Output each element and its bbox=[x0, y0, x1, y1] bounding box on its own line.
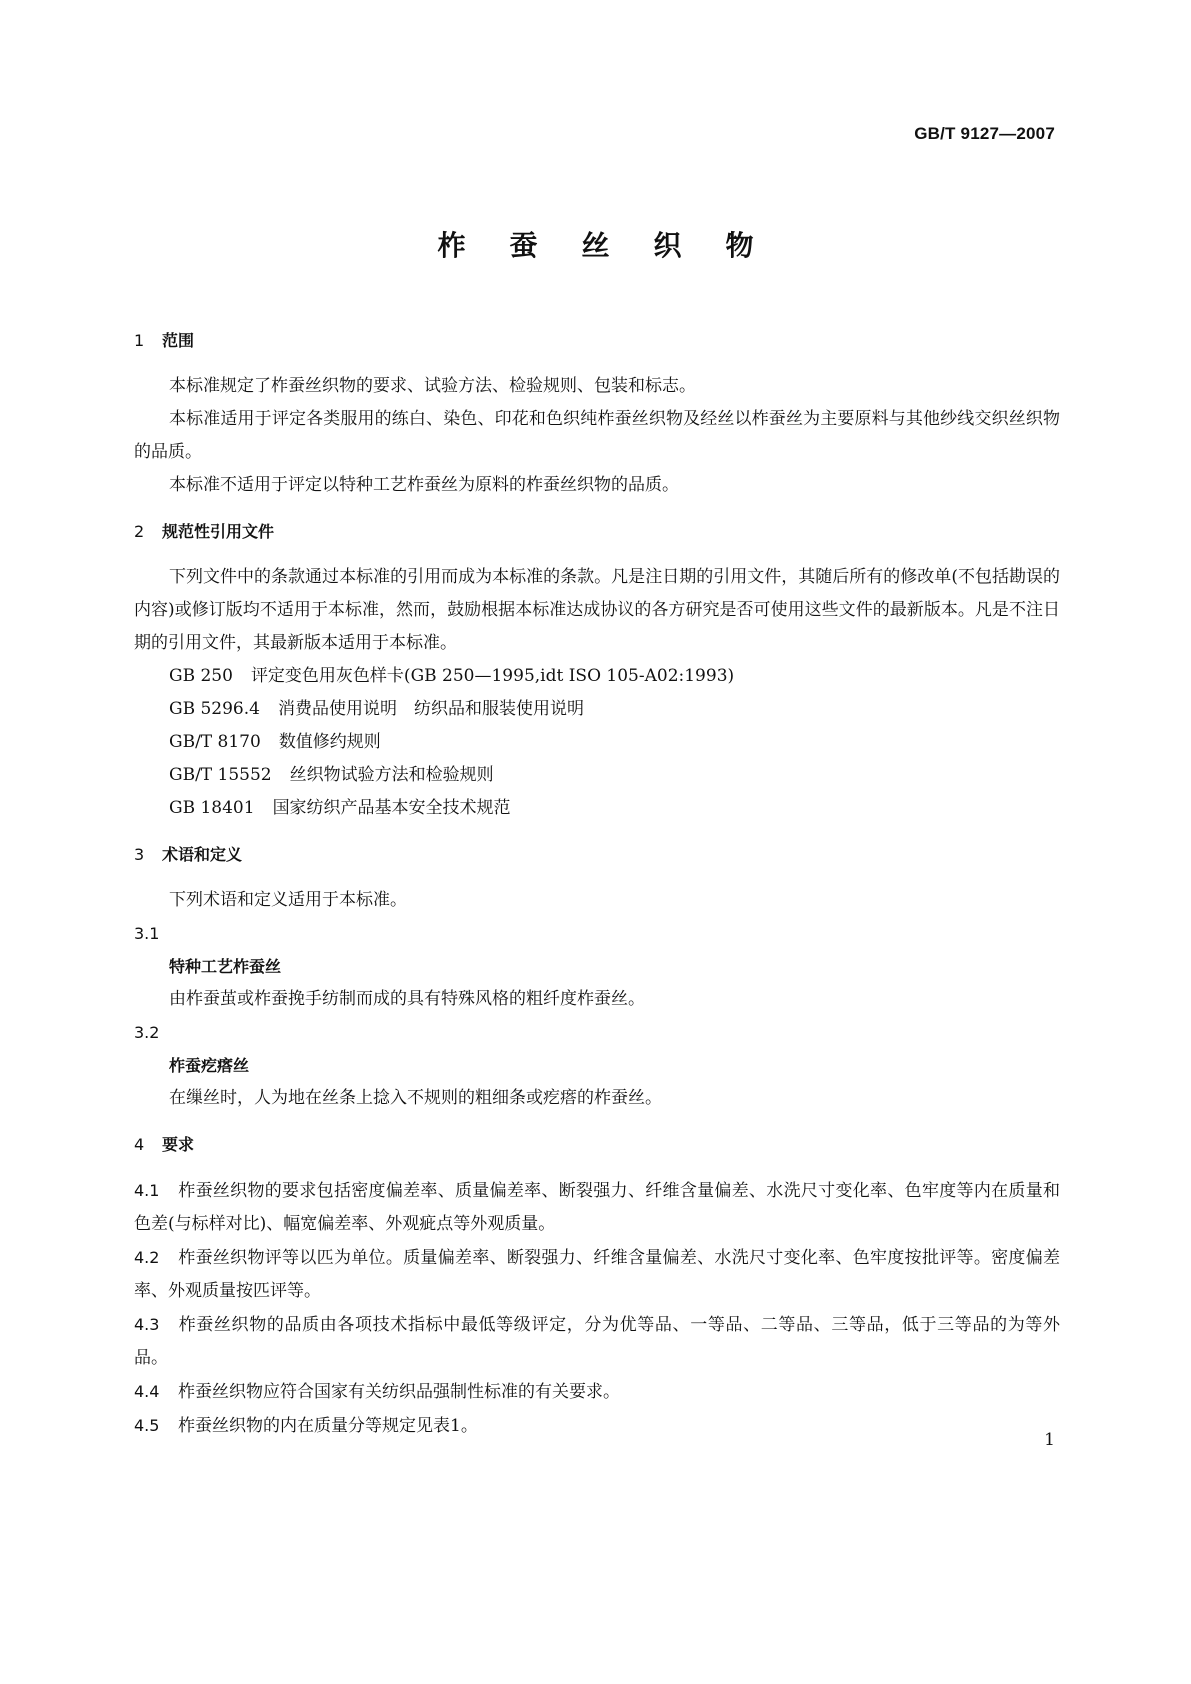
clause bbox=[134, 1174, 1060, 1241]
document-body bbox=[134, 324, 1060, 1443]
section-title: 要求 bbox=[162, 1135, 195, 1154]
section-title: 术语和定义 bbox=[162, 845, 243, 864]
reference-item bbox=[134, 693, 1060, 726]
clause-number: 4.1 bbox=[134, 1181, 160, 1200]
section-number: 1 bbox=[134, 331, 145, 350]
section-number: 2 bbox=[134, 522, 145, 541]
standard-code: GB/T 9127—2007 bbox=[914, 124, 1055, 143]
section-title: 范围 bbox=[162, 331, 195, 350]
reference-code: GB/T 15552 bbox=[169, 765, 272, 785]
reference-item bbox=[134, 660, 1060, 693]
document-title: 柞蚕丝织物 bbox=[437, 229, 798, 262]
clause bbox=[134, 1375, 1060, 1409]
clause-text: 柞蚕丝织物的品质由各项技术指标中最低等级评定，分为优等品、一等品、二等品、三等品，低于三等品的为等外品。 bbox=[134, 1315, 1060, 1368]
paragraph: 本标准不适用于评定以特种工艺柞蚕丝为原料的柞蚕丝织物的品质。 bbox=[169, 475, 679, 495]
paragraph: 下列术语和定义适用于本标准。 bbox=[169, 890, 407, 910]
term-definition: 由柞蚕茧或柞蚕挽手纺制而成的具有特殊风格的粗纤度柞蚕丝。 bbox=[169, 989, 645, 1009]
clause-text: 柞蚕丝织物的内在质量分等规定见表1。 bbox=[178, 1416, 478, 1436]
paragraph: 本标准规定了柞蚕丝织物的要求、试验方法、检验规则、包装和标志。 bbox=[169, 376, 696, 396]
section-heading-scope bbox=[134, 324, 1060, 357]
section-number: 4 bbox=[134, 1135, 145, 1154]
reference-title: 消费品使用说明 纺织品和服装使用说明 bbox=[277, 699, 584, 719]
term-name: 特种工艺柞蚕丝 bbox=[169, 957, 282, 976]
term-definition: 在缫丝时，人为地在丝条上捻入不规则的粗细条或疙瘩的柞蚕丝。 bbox=[169, 1088, 662, 1108]
reference-title: 数值修约规则 bbox=[278, 732, 381, 752]
clause bbox=[134, 1409, 1060, 1443]
section-heading-terms bbox=[134, 838, 1060, 871]
term-name: 柞蚕疙瘩丝 bbox=[169, 1056, 250, 1075]
paragraph: 下列文件中的条款通过本标准的引用而成为本标准的条款。凡是注日期的引用文件，其随后所有的修改单(不包括勘误的内容)或修订版均不适用于本标准，然而，鼓励根据本标准达成协议的各方研究是否可使用这些文件的最新版本。凡是不注日期的引用文件，其最新版本适用于本标准。 bbox=[134, 567, 1060, 653]
clause-number: 4.3 bbox=[134, 1315, 160, 1334]
reference-item bbox=[134, 759, 1060, 792]
reference-code: GB 5296.4 bbox=[169, 699, 260, 719]
reference-code: GB 18401 bbox=[169, 798, 255, 818]
reference-list bbox=[134, 660, 1060, 825]
paragraph: 本标准适用于评定各类服用的练白、染色、印花和色织纯柞蚕丝织物及经丝以柞蚕丝为主要原料与其他纱线交织丝织物的品质。 bbox=[134, 409, 1060, 462]
reference-title: 国家纺织产品基本安全技术规范 bbox=[272, 798, 511, 818]
clause bbox=[134, 1308, 1060, 1375]
clause-text: 柞蚕丝织物的要求包括密度偏差率、质量偏差率、断裂强力、纤维含量偏差、水洗尺寸变化率、色牢度等内在质量和色差(与标样对比)、幅宽偏差率、外观疵点等外观质量。 bbox=[134, 1181, 1060, 1234]
clause bbox=[134, 1241, 1060, 1308]
clause-number: 4.2 bbox=[134, 1248, 160, 1267]
reference-title: 评定变色用灰色样卡(GB 250—1995,idt ISO 105-A02:1993) bbox=[250, 666, 735, 686]
section-title: 规范性引用文件 bbox=[162, 522, 275, 541]
clause-text: 柞蚕丝织物评等以匹为单位。质量偏差率、断裂强力、纤维含量偏差、水洗尺寸变化率、色牢度按批评等。密度偏差率、外观质量按匹评等。 bbox=[134, 1248, 1060, 1301]
reference-code: GB/T 8170 bbox=[169, 732, 261, 752]
reference-code: GB 250 bbox=[169, 666, 233, 686]
reference-item bbox=[134, 726, 1060, 759]
reference-title: 丝织物试验方法和检验规则 bbox=[289, 765, 494, 785]
section-heading-normative-references bbox=[134, 515, 1060, 548]
clause-number: 4.5 bbox=[134, 1416, 160, 1435]
section-number: 3 bbox=[134, 845, 145, 864]
term-number: 3.1 bbox=[134, 924, 160, 943]
page-number: 1 bbox=[1044, 1430, 1055, 1450]
reference-item bbox=[134, 792, 1060, 825]
clause-number: 4.4 bbox=[134, 1382, 160, 1401]
section-heading-requirements bbox=[134, 1128, 1060, 1161]
term-number: 3.2 bbox=[134, 1023, 160, 1042]
clause-text: 柞蚕丝织物应符合国家有关纺织品强制性标准的有关要求。 bbox=[178, 1382, 620, 1402]
